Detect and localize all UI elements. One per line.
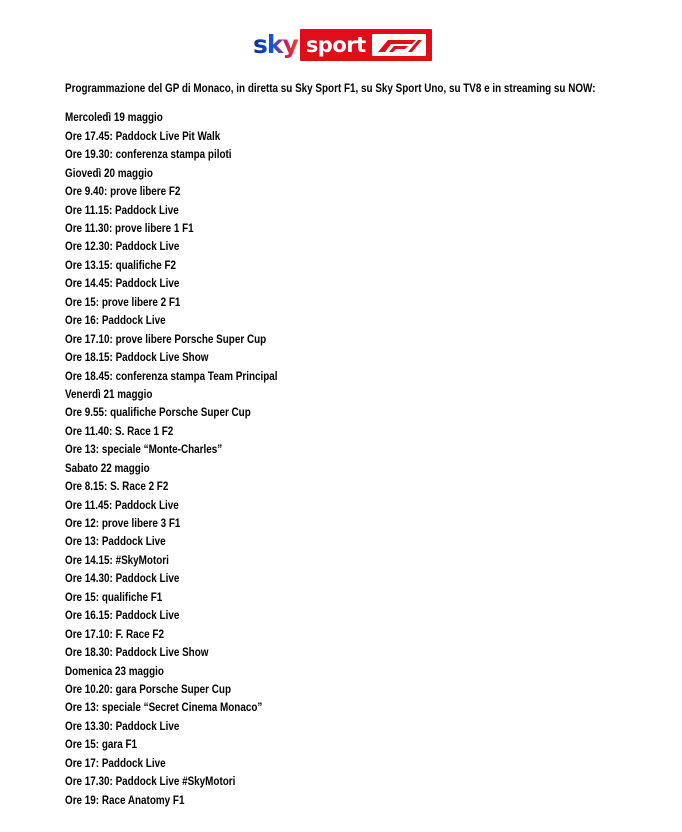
schedule-entry: Ore 17.10: F. Race F2 — [65, 628, 164, 641]
schedule-entry: Ore 11.45: Paddock Live — [65, 499, 179, 512]
schedule-entry: Ore 18.45: conferenza stampa Team Principal — [65, 370, 278, 383]
logo-sport-word: sport — [305, 33, 366, 57]
logo-sport-box — [300, 29, 432, 61]
f1-logo-icon — [372, 34, 426, 56]
schedule-entry: Ore 17.30: Paddock Live #SkyMotori — [65, 776, 236, 789]
schedule-entry: Ore 15: qualifiche F1 — [65, 591, 163, 604]
schedule-entry: Ore 16.15: Paddock Live — [65, 610, 180, 623]
schedule-entry: Ore 11.40: S. Race 1 F2 — [65, 425, 174, 438]
schedule-entry: Ore 19: Race Anatomy F1 — [65, 794, 185, 807]
schedule-entry: Ore 17: Paddock Live — [65, 757, 166, 770]
schedule-entry: Ore 13: Paddock Live — [65, 536, 166, 549]
day-heading: Domenica 23 maggio — [65, 665, 164, 678]
schedule-entry: Ore 13: speciale “Monte-Charles” — [65, 444, 223, 457]
schedule-list — [65, 109, 665, 810]
schedule-entry: Ore 9.55: qualifiche Porsche Super Cup — [65, 407, 251, 420]
logo-sky-word: sky — [253, 30, 298, 59]
schedule-entry: Ore 17.10: prove libere Porsche Super Cup — [65, 333, 267, 346]
schedule-entry: Ore 19.30: conferenza stampa piloti — [65, 149, 232, 162]
schedule-entry: Ore 12: prove libere 3 F1 — [65, 518, 181, 531]
schedule-entry: Ore 16: Paddock Live — [65, 315, 166, 328]
schedule-entry: Ore 18.30: Paddock Live Show — [65, 647, 209, 660]
day-heading: Giovedì 20 maggio — [65, 167, 153, 180]
schedule-entry: Ore 14.30: Paddock Live — [65, 573, 180, 586]
schedule-entry: Ore 13: speciale “Secret Cinema Monaco” — [65, 702, 263, 715]
day-heading: Sabato 22 maggio — [65, 462, 150, 475]
schedule-entry: Ore 10.20: gara Porsche Super Cup — [65, 683, 232, 696]
schedule-entry: Ore 12.30: Paddock Live — [65, 241, 180, 254]
schedule-entry: Ore 17.45: Paddock Live Pit Walk — [65, 130, 221, 143]
schedule-entry: Ore 11.30: prove libere 1 F1 — [65, 223, 194, 236]
intro-text: Programmazione del GP di Monaco, in diretta su Sky Sport F1, su Sky Sport Uno, su TV8 e in streaming su NOW: — [65, 83, 596, 95]
schedule-entry: Ore 13.15: qualifiche F2 — [65, 259, 177, 272]
schedule-entry: Ore 13.30: Paddock Live — [65, 720, 180, 733]
schedule-entry: Ore 11.15: Paddock Live — [65, 204, 179, 217]
schedule-entry: Ore 9.40: prove libere F2 — [65, 186, 181, 199]
day-heading: Venerdì 21 maggio — [65, 388, 153, 401]
day-heading: Mercoledì 19 maggio — [65, 112, 163, 125]
sky-sport-f1-logo — [253, 29, 432, 61]
schedule-entry: Ore 8.15: S. Race 2 F2 — [65, 481, 169, 494]
schedule-entry: Ore 18.15: Paddock Live Show — [65, 352, 209, 365]
schedule-entry: Ore 15: gara F1 — [65, 739, 138, 752]
schedule-entry: Ore 15: prove libere 2 F1 — [65, 296, 181, 309]
schedule-document — [65, 80, 665, 810]
schedule-entry: Ore 14.15: #SkyMotori — [65, 554, 169, 567]
schedule-entry: Ore 14.45: Paddock Live — [65, 278, 180, 291]
